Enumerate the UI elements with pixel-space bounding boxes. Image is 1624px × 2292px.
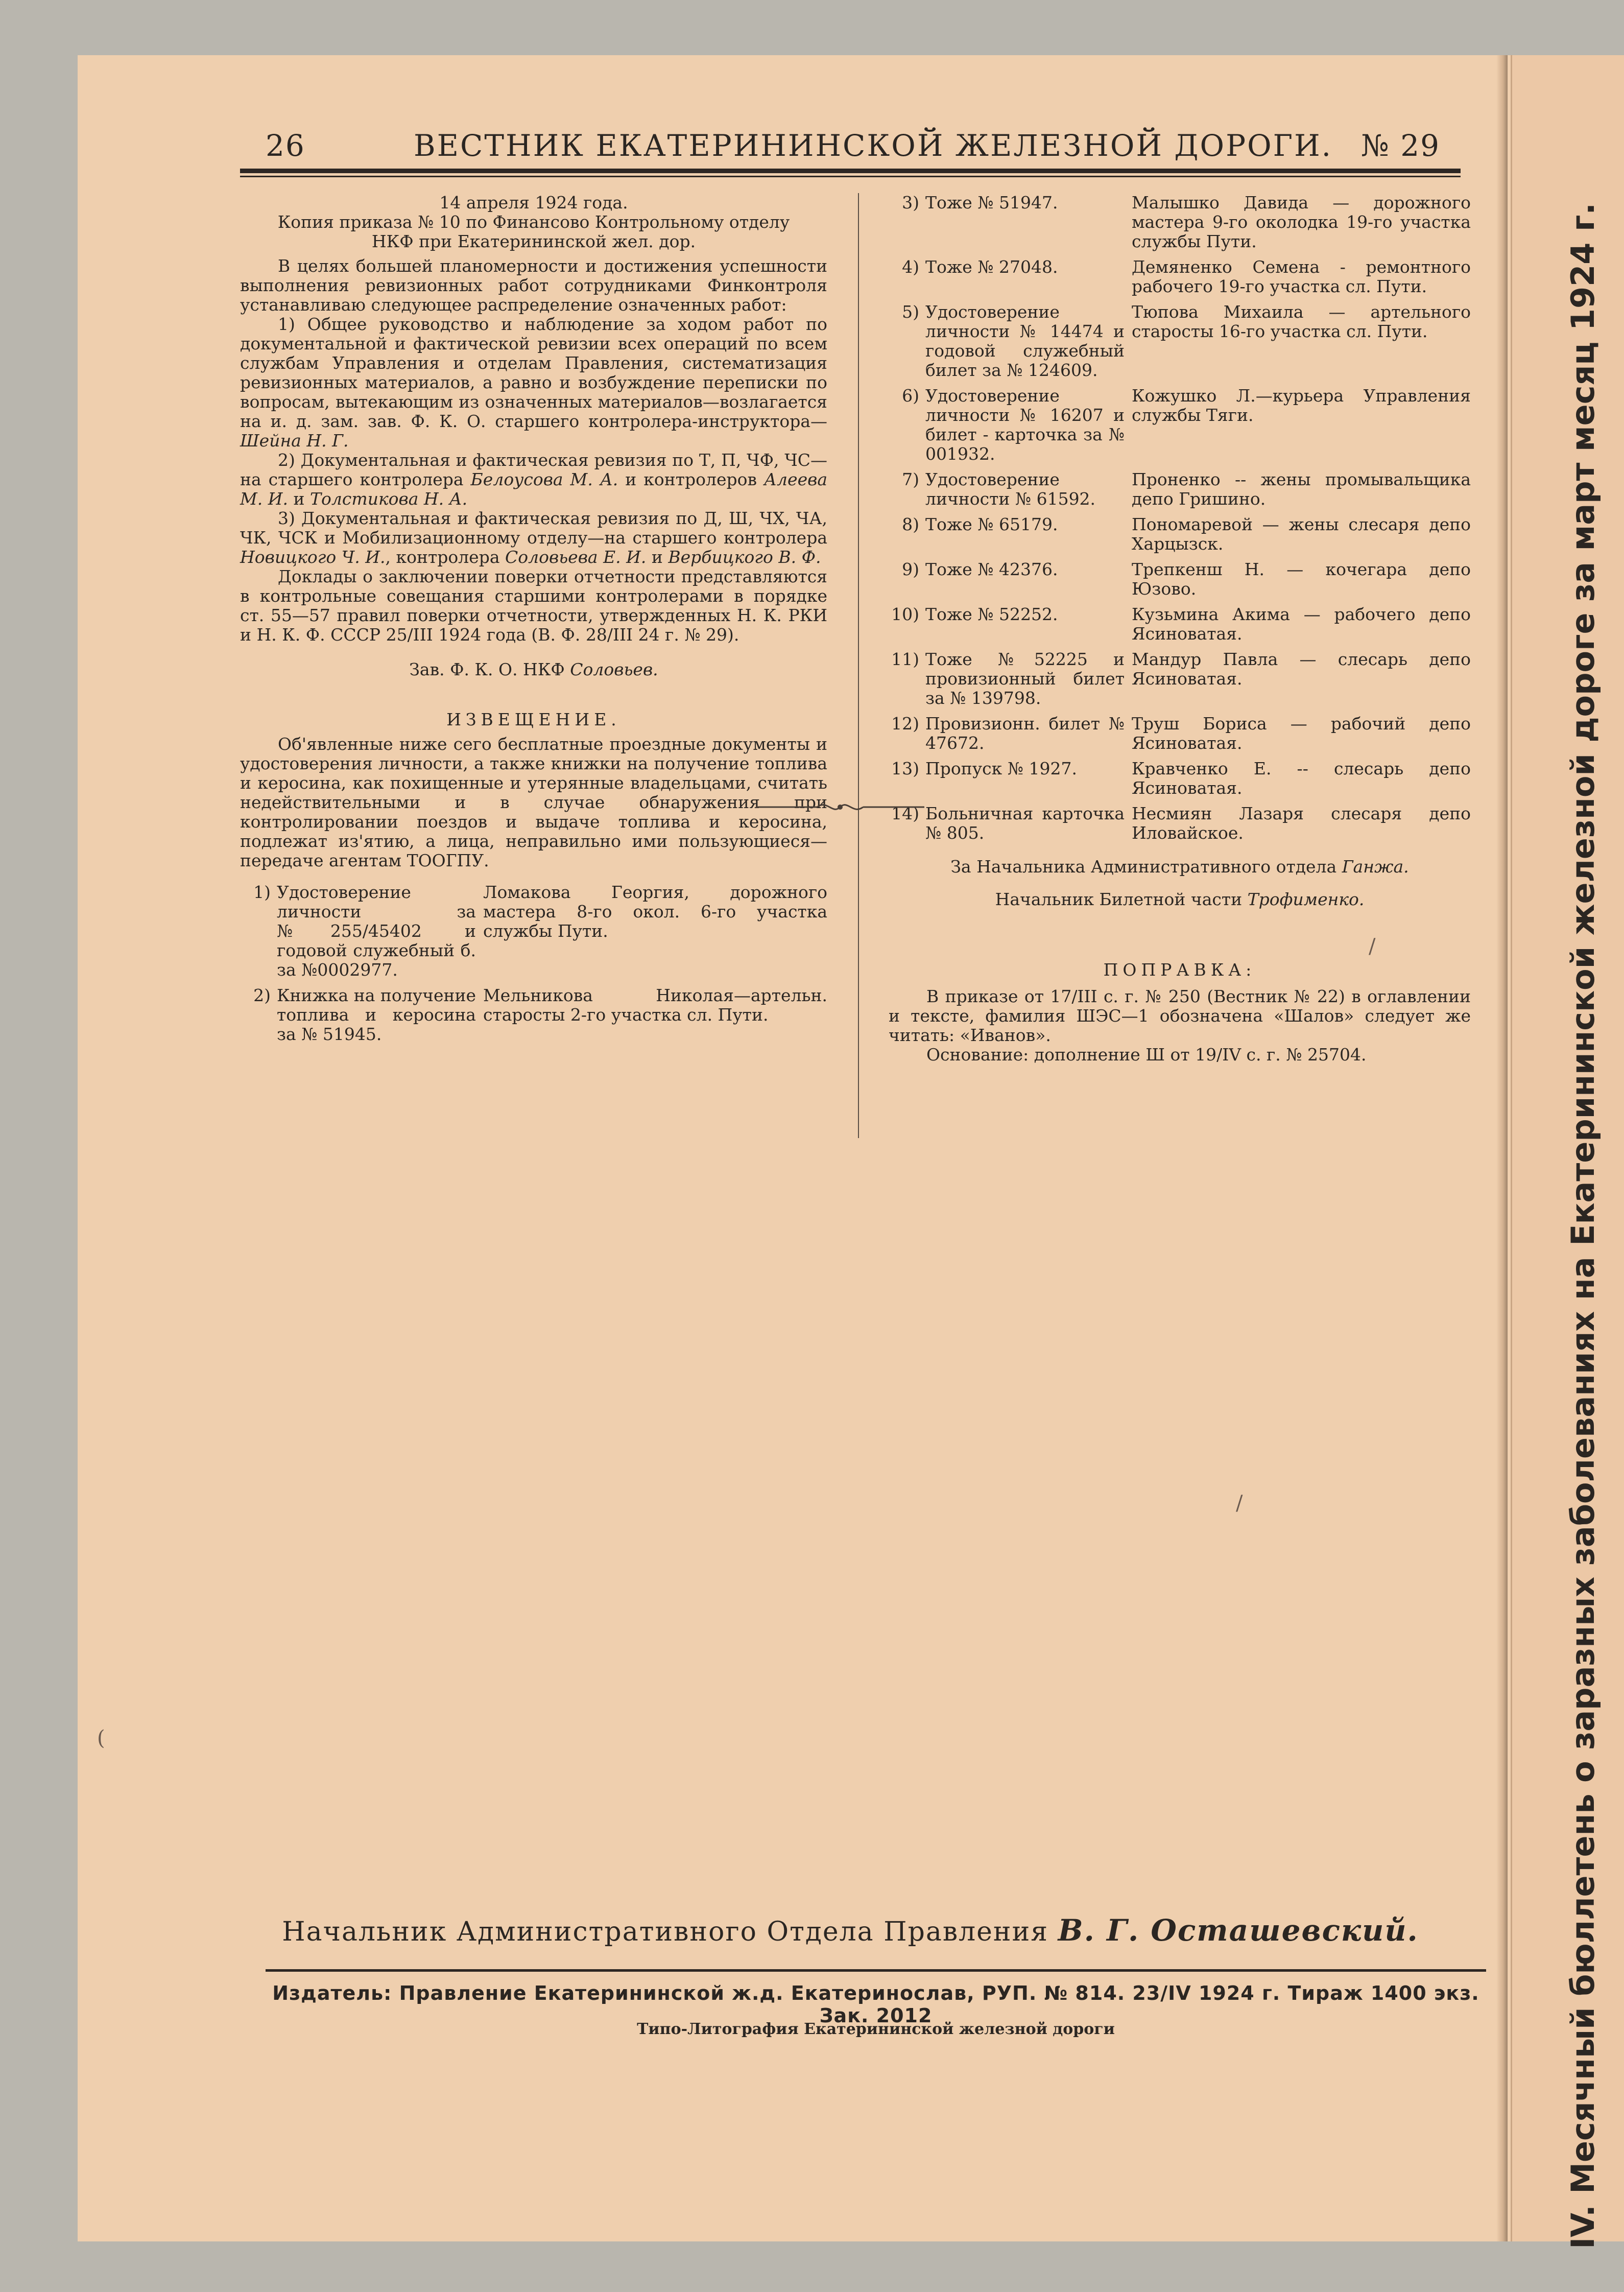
- page-number: 26: [266, 128, 305, 163]
- notice-item: [889, 302, 1471, 380]
- item-number: 14): [891, 804, 919, 823]
- footer-signature: Начальник Административного Отдела Правления В. Г. Осташевский.: [282, 1913, 1419, 1948]
- notice-intro: Об'явленные ниже сего бесплатные проездные документы и удостоверения личности, а также книжки на получение топлива и керосина, как похищенные и утерянные владельцами, считать недействительными и в случае обнаружения при контролировании поездов и выдаче топлива и керосина, подлежат из'ятию, а лица, неправильно ими пользующиеся—передаче агентам ТООГПУ.: [240, 734, 827, 870]
- item-person: Мандур Павла — слесарь депо Ясиноватая.: [1132, 649, 1471, 689]
- item-document: Книжка на получение топлива и керосина за № 51945.: [277, 985, 476, 1044]
- item-document: Удостоверение личности № 16207 и билет - карточка за № 001932.: [925, 386, 1125, 464]
- item-person: Мельникова Николая—артельн. старосты 2-го участка сл. Пути.: [483, 985, 827, 1025]
- pencil-mark: (: [97, 1727, 105, 1750]
- order-signature: Зав. Ф. К. О. НКФ Соловьев.: [409, 659, 658, 679]
- notice-item: [889, 470, 1471, 509]
- notice-item: [240, 883, 827, 980]
- footer-rule: [266, 1969, 1486, 1972]
- item-document: Тоже № 27048.: [925, 257, 1058, 277]
- item-number: 11): [891, 649, 919, 669]
- item-document: Тоже № 52252.: [925, 604, 1058, 624]
- notice-item: [889, 515, 1471, 554]
- notice-items-right: [889, 193, 1471, 843]
- item-person: Демяненко Семена - ремонтного рабочего 19-го участка сл. Пути.: [1132, 257, 1471, 296]
- ornament-divider: [756, 797, 924, 817]
- correction-text: В приказе от 17/III с. г. № 250 (Вестник № 22) в оглавлении и тексте, фамилия ШЭС—1 обозначена «Шалов» следует же читать: «Иванов».: [889, 986, 1471, 1045]
- item-number: 12): [891, 714, 919, 734]
- notice-item: [889, 257, 1471, 296]
- notice-signature-1: За Начальника Административного отдела Ганжа.: [950, 857, 1409, 877]
- issue-number: № 29: [1360, 128, 1440, 163]
- item-document: Тоже № 42376.: [925, 559, 1058, 579]
- item-document: Больничная карточка № 805.: [925, 804, 1125, 843]
- notice-item: [889, 650, 1471, 708]
- item-person: Тюпова Михаила — артельного старосты 16-го участка сл. Пути.: [1132, 302, 1471, 341]
- item-number: 6): [902, 386, 919, 406]
- order-paragraph-3: 3) Документальная и фактическая ревизия по Д, Ш, ЧХ, ЧА, ЧК, ЧСК и Мобилизационному отделу—на старшего контролера Новицкого Ч. И., контролера Соловьева Е. И. и Вербицкого В. Ф.: [240, 508, 827, 567]
- correction-heading: ПОПРАВКА:: [1103, 960, 1256, 980]
- left-column: [240, 193, 827, 1050]
- notice-signature-2: Начальник Билетной части Трофименко.: [995, 889, 1365, 909]
- publisher-line: Издатель: Правление Екатерининской ж.д. Екатеринослав, РУП. № 814. 23/IV 1924 г. Тираж 1400 экз. Зак. 2012: [272, 1982, 1479, 2027]
- correction-basis: Основание: дополнение Ш от 19/IV с. г. № 25704.: [926, 1045, 1367, 1065]
- item-number: 5): [902, 302, 919, 322]
- notice-heading: ИЗВЕЩЕНИЕ.: [446, 710, 621, 729]
- item-person: Проненко -- жены промывальщика депо Гришино.: [1132, 469, 1471, 509]
- item-number: 2): [253, 985, 271, 1005]
- notice-item: [889, 759, 1471, 798]
- page-fold-shadow: [1496, 55, 1508, 2241]
- item-document: Тоже №52225 и провизионный билет за № 139798.: [925, 649, 1125, 708]
- item-number: 1): [253, 882, 271, 902]
- item-person: Пономаревой — жены слесаря депо Харцызск.: [1132, 514, 1471, 554]
- item-number: 13): [891, 759, 919, 778]
- notice-item: [889, 605, 1471, 644]
- order-paragraph-2: 2) Документальная и фактическая ревизия по Т, П, ЧФ, ЧС—на старшего контролера Белоусова М. А. и контролеров Алеева М. И. и Толстикова Н. А.: [240, 450, 827, 509]
- item-document: Тоже № 65179.: [925, 514, 1058, 534]
- pencil-mark: /: [1236, 1492, 1243, 1515]
- item-person: Кравченко Е. -- слесарь депо Ясиноватая.: [1132, 759, 1471, 798]
- item-document: Удостоверение личности № 14474 и годовой служебный билет за № 124609.: [925, 302, 1125, 380]
- notice-item: [889, 804, 1471, 843]
- header-rule-thin: [240, 176, 1461, 177]
- item-person: Трепкенш Н. — кочегара депо Юзово.: [1132, 559, 1471, 599]
- item-person: Малышко Давида — дорожного мастера 9-го околодка 19-го участка службы Пути.: [1132, 193, 1471, 251]
- item-number: 8): [902, 514, 919, 534]
- page-header: [240, 128, 1461, 163]
- item-person: Труш Бориса — рабочий депо Ясиноватая.: [1132, 714, 1471, 753]
- item-number: 10): [891, 604, 919, 624]
- item-document: Пропуск № 1927.: [925, 759, 1077, 778]
- item-number: 7): [902, 469, 919, 489]
- order-paragraph-4: Доклады о заключении поверки отчетности представляются в контрольные совещания старшими контролерами в порядке ст. 55—57 правил поверки отчетности, утвержденных Н. К. РКИ и Н. К. Ф. СССР 25/III 1924 года (В. Ф. 28/III 24 г. № 29).: [240, 566, 827, 645]
- notice-items-left: [240, 883, 827, 1044]
- notice-item: [889, 193, 1471, 251]
- item-number: 3): [902, 193, 919, 212]
- printer-line: Типо-Литография Екатерининской железной дороги: [637, 2020, 1115, 2038]
- item-number: 9): [902, 559, 919, 579]
- item-document: Удостоверение личности № 61592.: [925, 469, 1096, 509]
- order-heading: Копия приказа № 10 по Финансово Контрольному отделу НКФ при Екатерининской жел. дор.: [277, 212, 790, 251]
- item-document: Удостоверение личности за №255/45402 и годовой служебный б. за №0002977.: [277, 882, 476, 980]
- order-date: 14 апреля 1924 года.: [439, 193, 628, 212]
- notice-item: [889, 386, 1471, 464]
- order-intro: В целях большей планомерности и достижения успешности выполнения ревизионных работ сотрудниками Финконтроля устанавливаю следующее распределение означенных работ:: [240, 256, 827, 315]
- item-document: Тоже № 51947.: [925, 193, 1058, 212]
- notice-item: [240, 986, 827, 1044]
- header-rule-thick: [240, 169, 1461, 173]
- item-person: Несмиян Лазаря слесаря депо Иловайское.: [1132, 804, 1471, 843]
- item-number: 4): [902, 257, 919, 277]
- pencil-mark: /: [1369, 935, 1376, 958]
- item-person: Ломакова Георгия, дорожного мастера 8-го окол. 6-го участка службы Пути.: [483, 882, 827, 941]
- column-divider: [858, 193, 859, 1138]
- item-person: Кузьмина Акима — рабочего депо Ясиноватая.: [1132, 604, 1471, 644]
- item-document: Провизионн. билет № 47672.: [925, 714, 1125, 753]
- sidebar-vertical-heading: IV. Месячный бюллетень о заразных заболеваниях на Екатерининской железной дороге за март месяц 1924 г.: [1564, 203, 1602, 2249]
- right-column: [889, 193, 1471, 1065]
- item-person: Кожушко Л.—курьера Управления службы Тяги.: [1132, 386, 1471, 425]
- notice-item: [889, 714, 1471, 753]
- newspaper-title: ВЕСТНИК ЕКАТЕРИНИНСКОЙ ЖЕЛЕЗНОЙ ДОРОГИ.: [414, 128, 1333, 163]
- order-paragraph-1: 1) Общее руководство и наблюдение за ходом работ по документальной и фактической ревизии всех операций по всем службам Управления и отделам Правления, систематизация ревизионных материалов, а равно и возбуждение переписки по вопросам, вытекающим из означенных материалов—возлагается на и. д. зам. зав. Ф. К. О. старшего контролера-инструктора—Шейна Н. Г.: [240, 314, 827, 451]
- notice-item: [889, 560, 1471, 599]
